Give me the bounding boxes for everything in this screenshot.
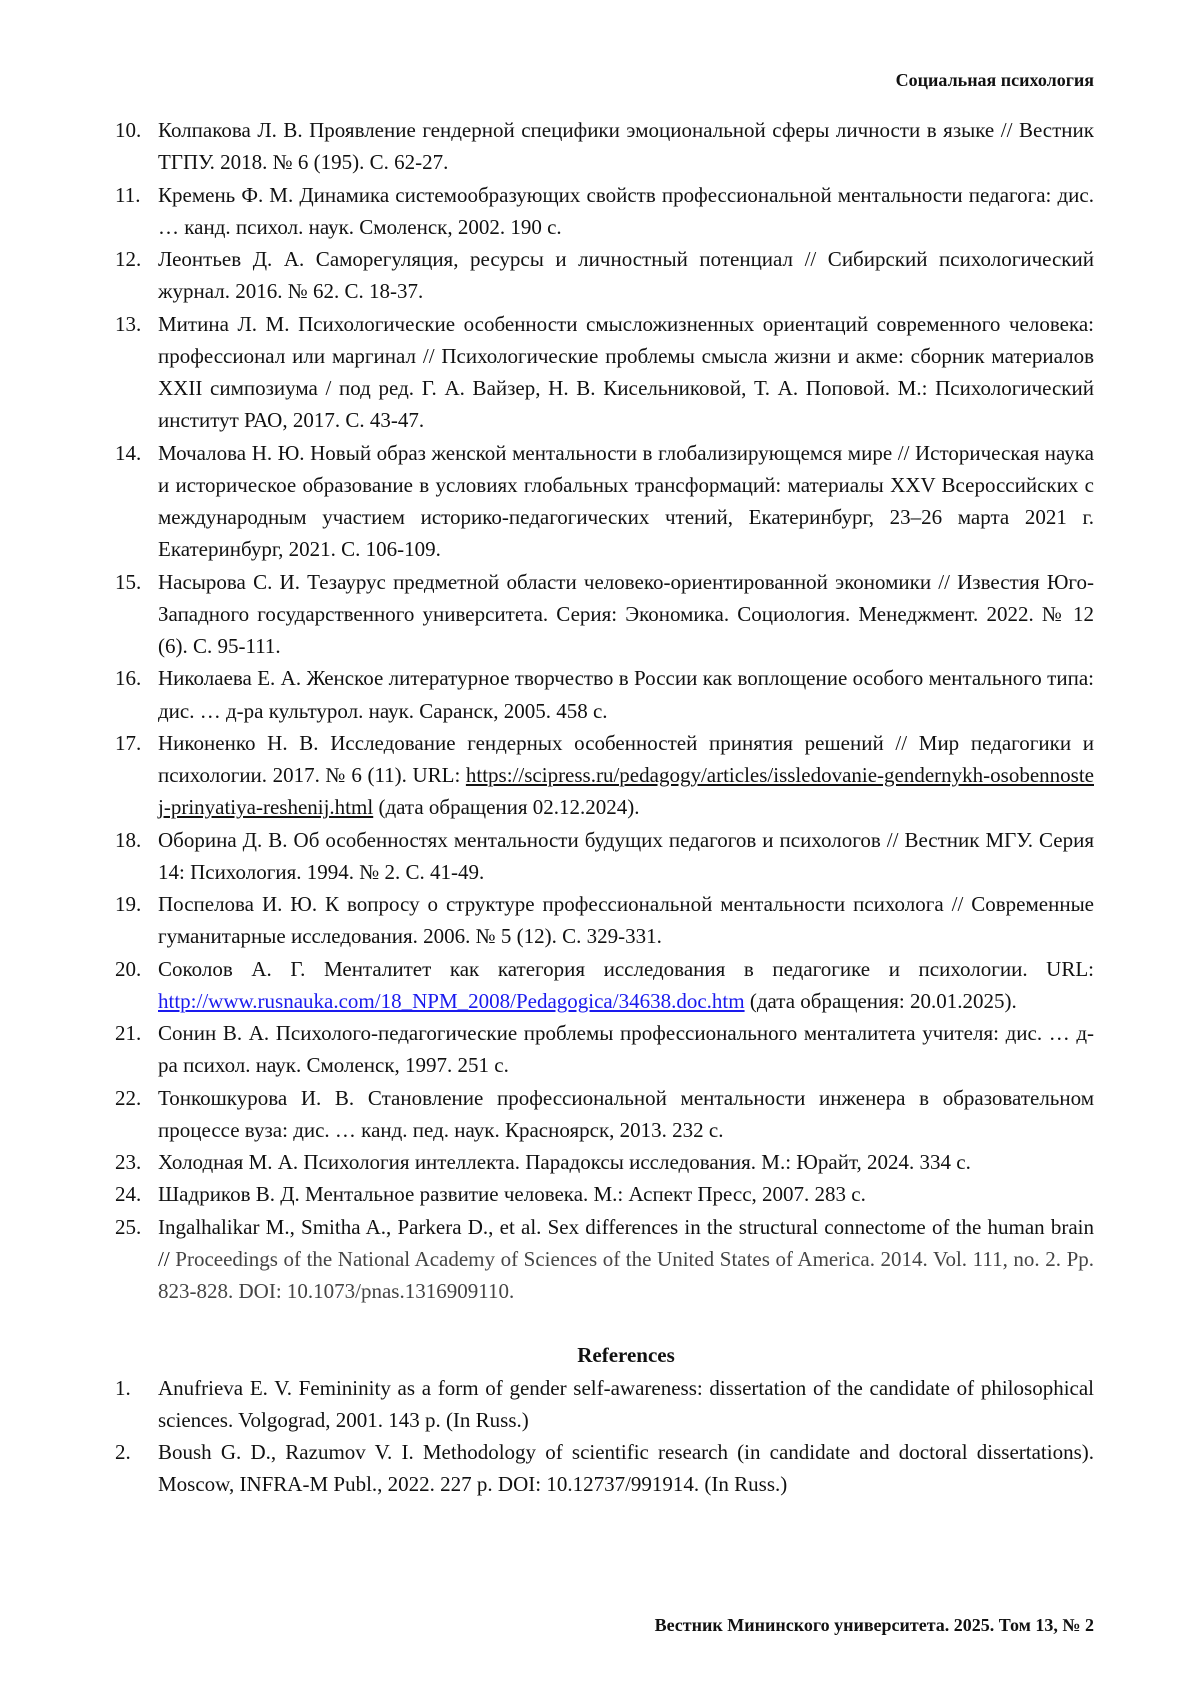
item-text: Насырова С. И. Тезаурус предметной области человеко-ориентированной экономики // Известия Юго-Западного государственного университета. Серия: Экономика. Социология. Менеджмент. 2022. № 12 (6). С. 95-111.	[158, 570, 1094, 659]
item-number: 10.	[115, 114, 141, 146]
list-item	[158, 308, 1094, 437]
item-number: 23.	[115, 1146, 141, 1178]
list-item	[158, 953, 1094, 1018]
item-number: 19.	[115, 888, 141, 920]
list-item	[158, 1146, 1094, 1178]
item-number: 1.	[115, 1372, 131, 1404]
item-text: Леонтьев Д. А. Саморегуляция, ресурсы и личностный потенциал // Сибирский психологический журнал. 2016. № 62. С. 18-37.	[158, 247, 1094, 303]
item-text: Мочалова Н. Ю. Новый образ женской ментальности в глобализирующемся мире // Историческая наука и историческое образование в условиях глобальных трансформаций: материалы XXV Всероссийских с международным участием историко-педагогических чтений, Екатеринбург, 23–26 марта 2021 г. Екатеринбург, 2021. С. 106-109.	[158, 441, 1094, 562]
item-text: Колпакова Л. В. Проявление гендерной специфики эмоциональной сферы личности в языке // Вестник ТГПУ. 2018. № 6 (195). С. 62-27.	[158, 118, 1094, 174]
item-text: Тонкошкурова И. В. Становление профессиональной ментальности инженера в образовательном процессе вуза: дис. … канд. пед. наук. Красноярск, 2013. 232 с.	[158, 1086, 1094, 1142]
item-text: Anufrieva E. V. Femininity as a form of gender self-awareness: dissertation of the candidate of philosophical sciences. Volgograd, 2001. 143 p. (In Russ.)	[158, 1376, 1094, 1432]
references-heading: References	[158, 1339, 1094, 1371]
item-text: Холодная М. А. Психология интеллекта. Парадоксы исследования. М.: Юрайт, 2024. 334 с.	[158, 1150, 971, 1174]
running-footer: Вестник Мининского университета. 2025. Том 13, № 2	[655, 1615, 1094, 1636]
item-number: 24.	[115, 1178, 141, 1210]
item-number: 25.	[115, 1211, 141, 1243]
item-number: 2.	[115, 1436, 131, 1468]
item-number: 18.	[115, 824, 141, 856]
item-text: Boush G. D., Razumov V. I. Methodology of scientific research (in candidate and doctoral dissertations). Moscow, INFRA-M Publ., 2022. 227 p. DOI: 10.12737/991914. (In Russ.)	[158, 1440, 1094, 1496]
scipress-link[interactable]: https://scipress.ru/pedagogy/articles/issledovanie-gendernykh-osobennostej-prinyatiya-reshenij.html	[158, 763, 1094, 819]
running-header: Социальная психология	[896, 70, 1094, 91]
item-number: 14.	[115, 437, 141, 469]
list-item	[158, 1178, 1094, 1210]
item-text: Николаева Е. А. Женское литературное творчество в России как воплощение особого ментального типа: дис. … д-ра культурол. наук. Саранск, 2005. 458 с.	[158, 666, 1094, 722]
item-text: Сонин В. А. Психолого-педагогические проблемы профессионального менталитета учителя: дис. … д-ра психол. наук. Смоленск, 1997. 251 с.	[158, 1021, 1094, 1077]
list-item	[158, 1017, 1094, 1082]
item-number: 11.	[115, 179, 140, 211]
item-text: Никоненко Н. В. Исследование гендерных особенностей принятия решений // Мир педагогики и психологии. 2017. № 6 (11). URL:	[158, 731, 1094, 787]
item-text: Кремень Ф. М. Динамика системообразующих свойств профессиональной ментальности педагога: дис. … канд. психол. наук. Смоленск, 2002. 190 с.	[158, 183, 1094, 239]
item-text: Митина Л. М. Психологические особенности смысложизненных ориентаций современного человека: профессионал или маргинал // Психологические проблемы смысла жизни и акме: сборник материалов XXII симпозиума / под ред. Г. А. Вайзер, Н. В. Кисельниковой, Т. А. Поповой. М.: Психологический институт РАО, 2017. С. 43-47.	[158, 312, 1094, 433]
item-text: Ingalhalikar M., Smitha A., Parkera D., et al. Sex differences in the structural connectome of the human brain //	[158, 1215, 1094, 1271]
item-number: 12.	[115, 243, 141, 275]
item-number: 21.	[115, 1017, 141, 1049]
list-item	[158, 1436, 1094, 1501]
item-number: 15.	[115, 566, 141, 598]
item-text: (дата обращения 02.12.2024).	[373, 795, 639, 819]
item-text: Поспелова И. Ю. К вопросу о структуре профессиональной ментальности психолога // Современные гуманитарные исследования. 2006. № 5 (12). С. 329-331.	[158, 892, 1094, 948]
page-content	[158, 114, 1094, 1501]
list-item	[158, 727, 1094, 824]
list-item	[158, 662, 1094, 727]
item-number: 16.	[115, 662, 141, 694]
rusnauka-link[interactable]: http://www.rusnauka.com/18_NPM_2008/Pedagogica/34638.doc.htm	[158, 989, 745, 1013]
list-item	[158, 179, 1094, 244]
list-item	[158, 1082, 1094, 1147]
item-number: 22.	[115, 1082, 141, 1114]
item-text-source: Proceedings of the National Academy of Sciences of the United States of America. 2014. Vol. 111, no. 2. Pp. 823-828. DOI: 10.1073/pnas.1316909110.	[158, 1247, 1094, 1303]
item-text: Соколов А. Г. Менталитет как категория исследования в педагогике и психологии. URL:	[158, 957, 1094, 981]
item-number: 13.	[115, 308, 141, 340]
list-item	[158, 1372, 1094, 1437]
item-text: (дата обращения: 20.01.2025).	[745, 989, 1017, 1013]
list-item	[158, 243, 1094, 308]
list-item	[158, 114, 1094, 179]
item-text: Оборина Д. В. Об особенностях ментальности будущих педагогов и психологов // Вестник МГУ. Серия 14: Психология. 1994. № 2. С. 41-49.	[158, 828, 1094, 884]
item-text: Шадриков В. Д. Ментальное развитие человека. М.: Аспект Пресс, 2007. 283 с.	[158, 1182, 866, 1206]
list-item	[158, 824, 1094, 889]
item-number: 17.	[115, 727, 141, 759]
list-item	[158, 888, 1094, 953]
list-item	[158, 1211, 1094, 1308]
list-item	[158, 566, 1094, 663]
item-number: 20.	[115, 953, 141, 985]
list-item	[158, 437, 1094, 566]
